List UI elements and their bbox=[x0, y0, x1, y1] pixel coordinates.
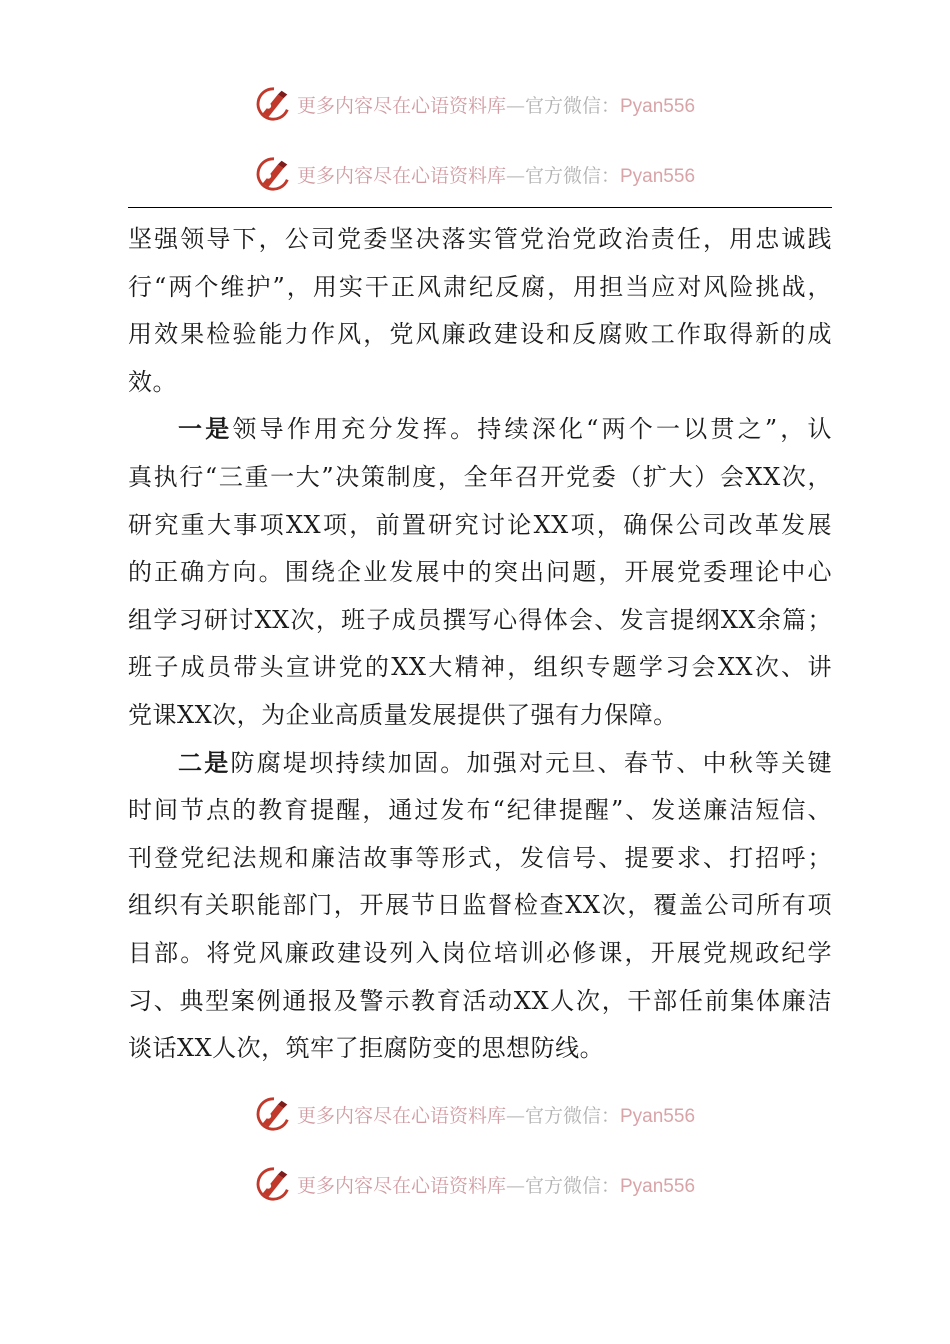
text-line: 用效果检验能力作风，党风廉政建设和反腐败工作取得新的成 bbox=[128, 320, 832, 349]
banner-label: 官方微信： bbox=[524, 164, 620, 187]
text-line: 刊登党纪法规和廉洁故事等形式，发信号、提要求、打招呼； bbox=[128, 843, 832, 872]
banner-separator: — bbox=[505, 1174, 525, 1197]
pen-logo-icon bbox=[255, 1165, 293, 1203]
pen-logo-icon bbox=[255, 155, 293, 193]
banner-label: 官方微信： bbox=[524, 94, 620, 117]
paragraph-intro bbox=[128, 216, 832, 406]
banner-label: 官方微信： bbox=[524, 1174, 620, 1197]
header-banner-1 bbox=[0, 82, 950, 126]
text-line-rest: 领导作用充分发挥。持续深化“两个一以贯之”，认 bbox=[232, 415, 832, 444]
banner-wechat-id: Pyan556 bbox=[620, 165, 696, 187]
text-line: 目部。将党风廉政建设列入岗位培训必修课，开展党规政纪学 bbox=[128, 938, 832, 967]
text-line: 习、典型案例通报及警示教育活动XX人次，干部任前集体廉洁 bbox=[128, 986, 832, 1015]
banner-separator: — bbox=[505, 1104, 525, 1127]
banner-brand: 更多内容尽在心语资料库 bbox=[296, 94, 506, 117]
pen-logo-icon bbox=[255, 1095, 293, 1133]
text-line: 坚强领导下，公司党委坚决落实管党治党政治责任，用忠诚践 bbox=[128, 225, 832, 253]
footer-banner-1 bbox=[0, 1092, 950, 1136]
text-line: 时间节点的教育提醒，通过发布“纪律提醒”、发送廉洁短信、 bbox=[128, 796, 832, 825]
banner-separator: — bbox=[505, 164, 525, 187]
text-line: 真执行“三重一大”决策制度，全年召开党委（扩大）会XX次， bbox=[128, 462, 832, 491]
banner-wechat-id: Pyan556 bbox=[620, 1175, 696, 1197]
banner-wechat-id: Pyan556 bbox=[620, 1105, 696, 1127]
banner-separator: — bbox=[505, 94, 525, 117]
pen-logo-icon bbox=[255, 85, 293, 123]
banner-brand: 更多内容尽在心语资料库 bbox=[296, 1104, 506, 1127]
text-line: 组学习研讨XX次，班子成员撰写心得体会、发言提纲XX余篇； bbox=[128, 605, 832, 634]
text-line bbox=[128, 406, 832, 454]
banner-brand: 更多内容尽在心语资料库 bbox=[296, 164, 506, 187]
text-line: 效。 bbox=[128, 367, 177, 396]
header-divider bbox=[128, 207, 832, 208]
banner-label: 官方微信： bbox=[524, 1104, 620, 1127]
banner-wechat-id: Pyan556 bbox=[620, 95, 696, 117]
paragraph-lead: 二是 bbox=[178, 748, 231, 777]
paragraph-two bbox=[128, 740, 832, 1073]
text-line: 班子成员带头宣讲党的XX大精神，组织专题学习会XX次、讲 bbox=[128, 653, 832, 682]
banner-brand: 更多内容尽在心语资料库 bbox=[296, 1174, 506, 1197]
text-line: 研究重大事项XX项，前置研究讨论XX项，确保公司改革发展 bbox=[128, 510, 832, 539]
header-banner-2 bbox=[0, 152, 950, 196]
text-line: 谈话XX人次，筑牢了拒腐防变的思想防线。 bbox=[128, 1034, 605, 1063]
footer-banner-2 bbox=[0, 1162, 950, 1206]
text-line: 的正确方向。围绕企业发展中的突出问题，开展党委理论中心 bbox=[128, 558, 832, 587]
document-body bbox=[128, 216, 832, 1073]
paragraph-lead: 一是 bbox=[178, 415, 233, 444]
text-line: 行“两个维护”，用实干正风肃纪反腐，用担当应对风险挑战， bbox=[128, 272, 832, 301]
text-line: 党课XX次，为企业高质量发展提供了强有力保障。 bbox=[128, 700, 678, 729]
text-line-rest: 防腐堤坝持续加固。加强对元旦、春节、中秋等关键 bbox=[230, 748, 833, 777]
text-line: 组织有关职能部门，开展节日监督检查XX次，覆盖公司所有项 bbox=[128, 891, 832, 920]
text-line bbox=[128, 740, 832, 788]
paragraph-one bbox=[128, 406, 832, 739]
